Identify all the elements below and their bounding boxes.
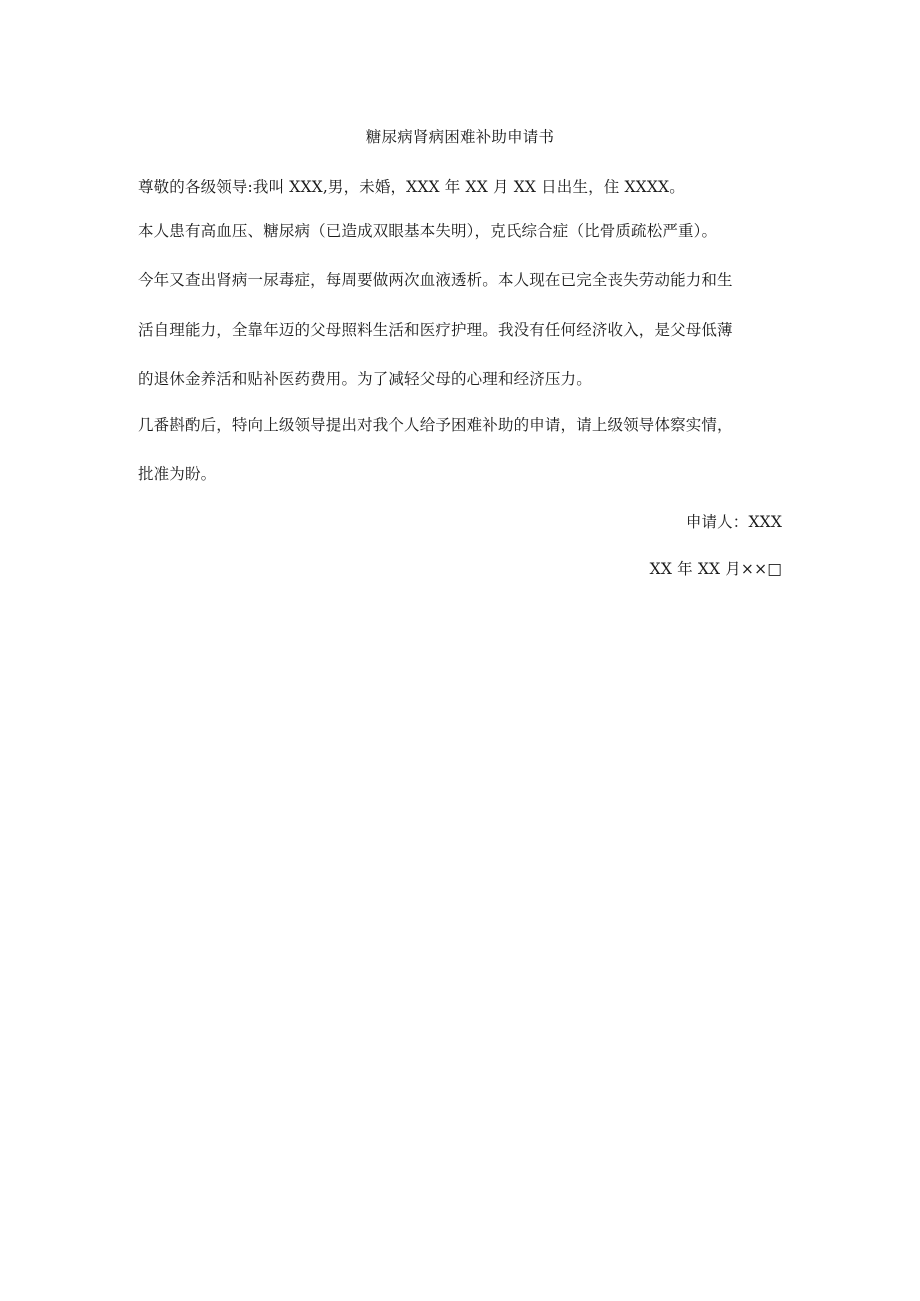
body-line-1: 尊敬的各级领导:我叫 XXX,男，未婚，XXX 年 XX 月 XX 日出生，住 XXXX。 (138, 178, 685, 196)
body-line-4: 活自理能力，全靠年迈的父母照料生活和医疗护理。我没有任何经济收入，是父母低薄 (138, 321, 733, 339)
body-line-5: 的退休金养活和贴补医药费用。为了减轻父母的心理和经济压力。 (138, 370, 592, 388)
application-date: XX 年 XX 月××□ (649, 560, 782, 578)
body-line-2: 本人患有高血压、糖尿病（已造成双眼基本失明），克氏综合症（比骨质疏松严重）。 (138, 222, 718, 240)
body-line-6: 几番斟酌后，特向上级领导提出对我个人给予困难补助的申请，请上级领导体察实情， (138, 416, 733, 434)
document-title: 糖尿病肾病困难补助申请书 (365, 128, 555, 146)
body-line-3: 今年又查出肾病一尿毒症，每周要做两次血液透析。本人现在已完全丧失劳动能力和生 (138, 271, 733, 289)
applicant-signature: 申请人：XXX (685, 513, 782, 531)
body-line-7: 批准为盼。 (138, 465, 217, 483)
